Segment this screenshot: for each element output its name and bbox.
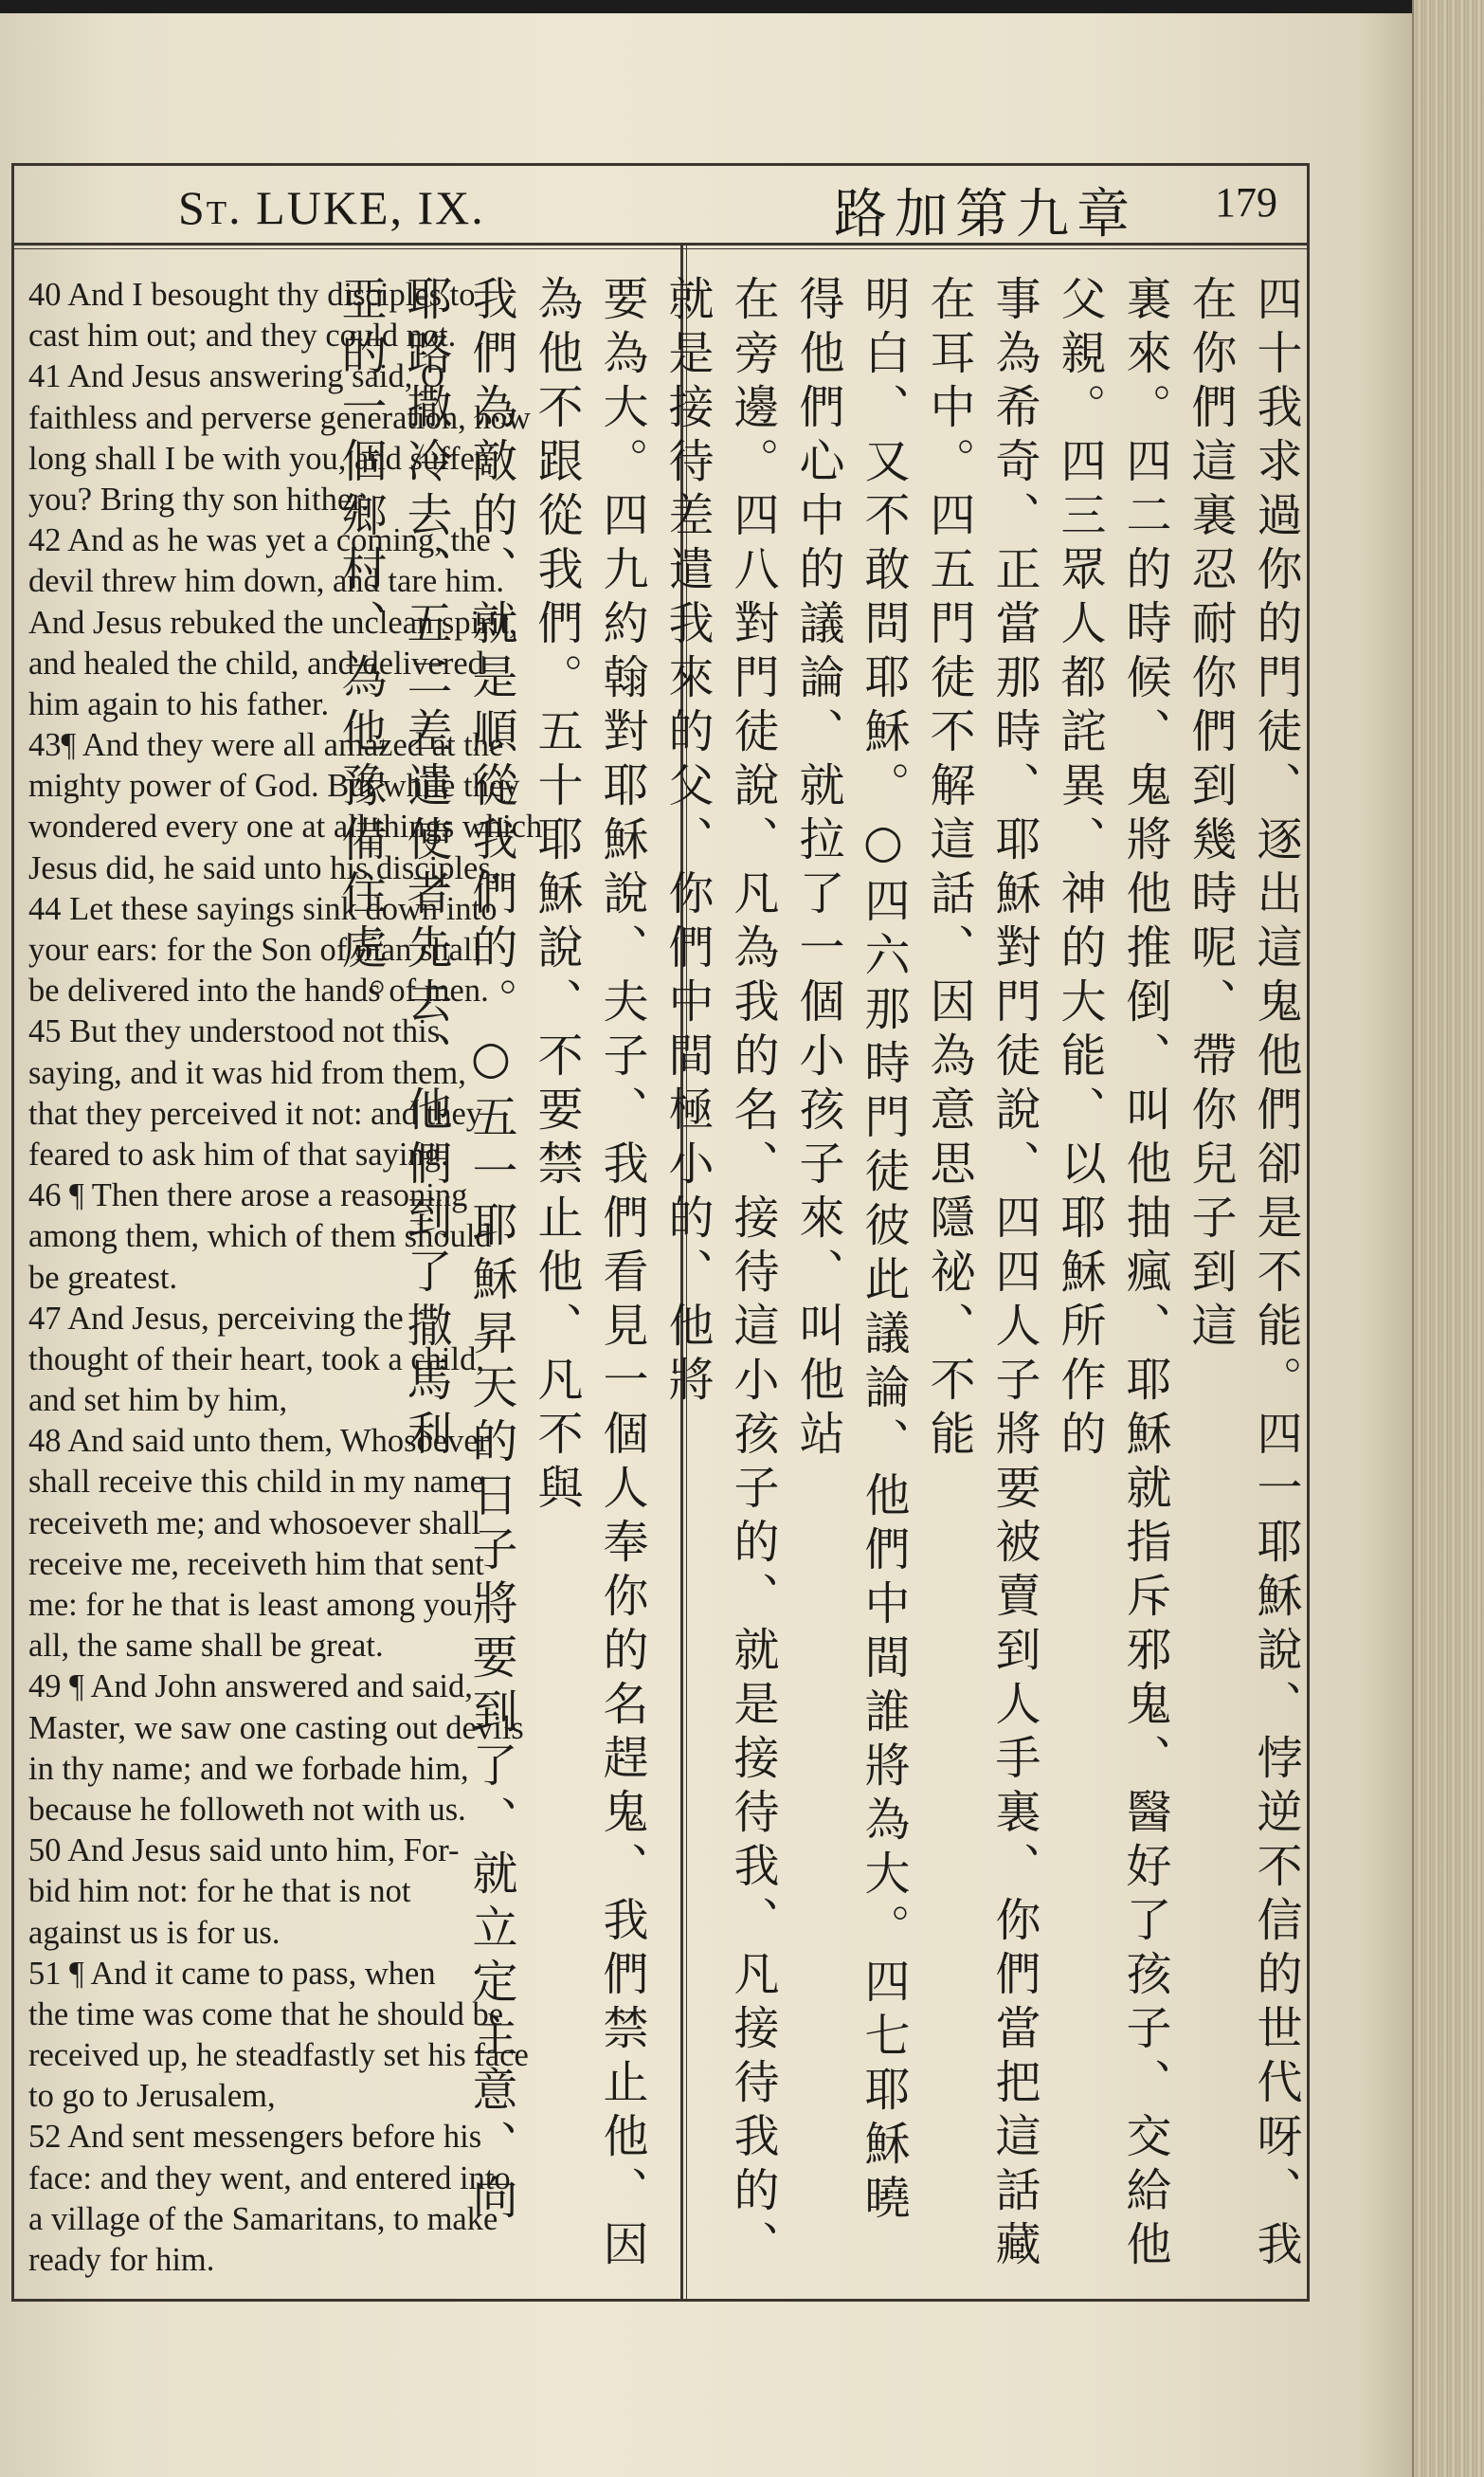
- english-verse-line: long shall I be with you, and suffer: [28, 440, 486, 477]
- english-verse-line: Jesus did, he said unto his disciples,: [28, 849, 499, 886]
- english-verse-line: And Jesus rebuked the unclean spirit,: [28, 604, 517, 641]
- english-verse-line: 42 And as he was yet a coming, the: [28, 522, 491, 559]
- english-verse-line: cast him out; and they could not.: [28, 318, 457, 355]
- english-verse-line: mighty power of God. But while they: [28, 768, 520, 805]
- english-verse-line: your ears: for the Son of man shall: [28, 932, 482, 968]
- chinese-text-line: 明白、又不敢問耶穌。○四六那時門徒彼此議論、他們中間誰將為大。四七耶穌曉得他們心中的議論、就拉了一個小孩子來、叫他站: [791, 275, 910, 2228]
- english-verse-line: 44 Let these sayings sink down into: [28, 890, 498, 927]
- chinese-text-line: 事為希奇、正當那時、耶穌對門徒說、四四人子將要被賣到人手裏、你們當把這話藏在耳中。四五門徒不解這話、因為意思隱祕、不能: [922, 275, 1041, 2274]
- english-verse-line: be delivered into the hands of men.: [28, 973, 489, 1010]
- english-verse-line: 47 And Jesus, perceiving the: [28, 1300, 404, 1337]
- english-verse-line: wondered every one at all things which: [28, 809, 543, 846]
- chinese-text-column: [334, 275, 1308, 2275]
- english-verse-line: feared to ask him of that saying.: [28, 1136, 449, 1173]
- english-verse-line: 41 And Jesus answering said, O: [28, 358, 444, 395]
- chinese-text-line: 亞的一個鄉村、為他豫備住處。: [334, 275, 387, 1031]
- page-number: 179: [1215, 179, 1277, 226]
- english-verse-line: and set him by him,: [28, 1382, 288, 1419]
- english-verse-line: because he followeth not with us.: [28, 1791, 466, 1828]
- english-verse-line: against us is for us.: [28, 1914, 281, 1951]
- english-verse-line: faithless and perverse generation, how: [28, 399, 531, 436]
- english-verse-line: saying, and it was hid from them,: [28, 1054, 466, 1091]
- english-verse-line: 52 And sent messengers before his: [28, 2119, 482, 2156]
- english-verse-line: 46 ¶ Then there arose a reasoning: [28, 1177, 468, 1214]
- english-verse-line: shall receive this child in my name: [28, 1464, 484, 1501]
- english-verse-line: ready for him.: [28, 2242, 215, 2278]
- english-verse-line: all, the same shall be great.: [28, 1628, 384, 1665]
- english-verse-line: receiveth me; and whosoever shall: [28, 1504, 481, 1541]
- english-verse-line: devil threw him down, and tare him.: [28, 563, 505, 600]
- english-verse-line: thought of their heart, took a child,: [28, 1340, 484, 1377]
- english-verse-line: you? Bring thy son hither.: [28, 481, 370, 518]
- english-verse-line: in thy name; and we forbade him,: [28, 1750, 469, 1787]
- english-verse-line: that they perceived it not: and they: [28, 1095, 483, 1132]
- english-verse-line: and healed the child, and delivered: [28, 645, 484, 682]
- english-verse-line: received up, he steadfastly set his face: [28, 2037, 529, 2074]
- english-running-head: St. LUKE, IX.: [178, 181, 485, 234]
- english-verse-line: him again to his father.: [28, 685, 330, 722]
- english-verse-line: 48 And said unto them, Whosoever: [28, 1423, 490, 1460]
- english-verse-line: 45 But they understood not this: [28, 1013, 441, 1050]
- english-verse-line: 51 ¶ And it came to pass, when: [28, 1955, 436, 1992]
- chinese-text-line: 裏來。四二的時候、鬼將他推倒、叫他抽瘋、耶穌就指斥邪鬼、醫好了孩子、交給他父親。四三眾人都詫異、神的大能、以耶穌所作的: [1053, 275, 1171, 2274]
- english-verse-line: a village of the Samaritans, to make: [28, 2200, 498, 2237]
- header-rule-thin: [11, 248, 1310, 249]
- english-verse-line: receive me, receiveth him that sent: [28, 1545, 484, 1582]
- english-verse-line: to go to Jerusalem,: [28, 2078, 276, 2115]
- chinese-text-line: 四十我求過你的門徒、逐出這鬼他們卻是不能。四一耶穌說、悖逆不信的世代呀、我在你們這裏忍耐你們到幾時呢、帶你兒子到這: [1184, 275, 1302, 2274]
- english-verse-line: face: and they went, and entered into: [28, 2159, 511, 2196]
- chinese-running-head: 路加第九章: [834, 184, 1137, 246]
- page-edges: [1412, 0, 1484, 2477]
- english-verse-line: me: for he that is least among you: [28, 1587, 473, 1623]
- chinese-text-line: 要為大。四九約翰對耶穌說、夫子、我們看見一個人奉你的名趕鬼、我們禁止他、因為他不跟從我們。五十耶穌說、不要禁止他、凡不與: [530, 275, 648, 2274]
- english-verse-line: 43¶ And they were all amazed at the: [28, 727, 504, 764]
- chinese-text-line: 在旁邊。四八對門徒說、凡為我的名、接待這小孩子的、就是接待我、凡接待我的、就是接待差遣我來的父、你們中間極小的、他將: [661, 275, 779, 2274]
- english-verse-line: among them, which of them should: [28, 1218, 492, 1255]
- english-verse-line: 49 ¶ And John answered and said,: [28, 1668, 473, 1705]
- english-verse-line: the time was come that he should be: [28, 1995, 504, 2032]
- english-verse-line: 50 And Jesus said unto him, For-: [28, 1832, 460, 1869]
- english-verse-line: be greatest.: [28, 1259, 178, 1296]
- english-verse-line: Master, we saw one casting out devils: [28, 1709, 524, 1746]
- chinese-text-line: 我們為敵的、就是順從我們的。○五一耶穌昇天的日子將要到了、就立定主意、向耶路撒冷去、五二差遣使者先去、他們到了撒馬利: [399, 275, 517, 2228]
- english-verse-line: 40 And I besought thy disciples to: [28, 277, 476, 313]
- english-verse-line: bid him not: for he that is not: [28, 1873, 411, 1910]
